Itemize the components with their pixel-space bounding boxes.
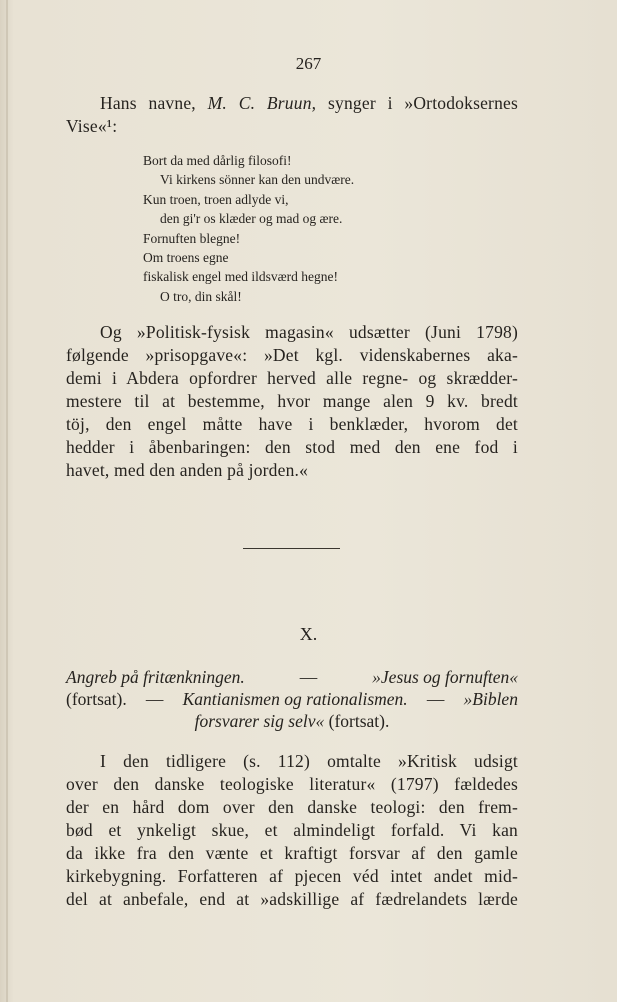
intro-line-1: [66, 92, 518, 115]
paragraph-line: havet, med den anden på jorden.«: [66, 460, 309, 480]
poem-line: Vi kirkens sönner kan den undvære.: [160, 172, 355, 188]
poem-block: [143, 151, 354, 306]
poem-line: Om troens egne: [143, 250, 229, 266]
summary-note: (fortsat).: [66, 689, 127, 709]
paragraph-line: følgende »prisopgave«: »Det kgl. videnskabernes aka-: [66, 345, 518, 365]
summary-dash: —: [299, 667, 318, 687]
intro-line-2: Vise«¹:: [66, 116, 118, 136]
paragraph-line: Og »Politisk-fysisk magasin« udsætter (Juni 1798): [100, 322, 518, 342]
paragraph-line: der en hård dom over den danske teologi: den frem-: [66, 797, 518, 817]
page-edge: [6, 0, 8, 1002]
paragraph-line: demi i Abdera opfordrer herved alle regne- og skrædder-: [66, 368, 518, 388]
poem-line: Fornuften blegne!: [143, 230, 241, 246]
summary-topic: »Biblen: [463, 689, 518, 709]
summary-dash: —: [426, 689, 445, 709]
paragraph-1: [66, 321, 518, 482]
poem-line: den gi'r os klæder og mad og ære.: [160, 211, 343, 227]
poem-line: fiskalisk engel med ildsværd hegne!: [143, 269, 338, 285]
page-number: 267: [295, 54, 322, 73]
paragraph-line: I den tidligere (s. 112) omtalte »Kritisk udsigt: [100, 751, 518, 771]
summary-note: (fortsat).: [324, 711, 390, 731]
intro-author-name: M. C. Bruun,: [207, 93, 317, 113]
section-number: X.: [299, 624, 318, 644]
poem-line: Bort da med dårlig filosofi!: [143, 153, 292, 168]
summary-line-2: [66, 688, 518, 710]
paragraph-line: mestere til at bestemme, hvor mange alen 9 kv. bredt: [66, 391, 518, 411]
summary-topic: »Jesus og fornuften«: [372, 667, 518, 687]
paragraph-line: töj, den engel måtte have i benklæder, hvorom det: [66, 414, 518, 434]
intro-paragraph: [66, 92, 518, 138]
summary-dash: —: [145, 689, 164, 709]
paragraph-line: over den danske teologiske literatur« (1797) fældedes: [66, 774, 518, 794]
paragraph-line: da ikke fra den vænte et kraftigt forsvar af den gamle: [66, 843, 518, 863]
paragraph-line: kirkebygning. Forfatteren af pjecen véd intet andet mid-: [66, 866, 518, 886]
poem-line: Kun troen, troen adlyde vi,: [143, 191, 289, 207]
summary-topic: Angreb på fritænkningen.: [66, 667, 245, 687]
intro-text-b: synger i »Ortodoksernes: [316, 93, 519, 113]
intro-text-a: Hans navne,: [100, 93, 208, 113]
summary-line-1: [66, 666, 518, 688]
section-summary: [66, 666, 518, 732]
paragraph-2: [66, 750, 518, 911]
paragraph-line: del at anbefale, end at »adskillige af fædrelandets lærde: [66, 889, 518, 909]
poem-line: O tro, din skål!: [160, 288, 242, 304]
paragraph-line: bød et ynkeligt skue, et almindeligt forfald. Vi kan: [66, 820, 518, 840]
summary-topic: forsvarer sig selv«: [194, 711, 325, 731]
paragraph-line: hedder i åbenbaringen: den stod med den ene fod i: [66, 437, 518, 457]
summary-line-3: [66, 710, 518, 732]
section-divider: [243, 548, 340, 549]
summary-topic: Kantianismen og rationalismen.: [182, 689, 408, 709]
